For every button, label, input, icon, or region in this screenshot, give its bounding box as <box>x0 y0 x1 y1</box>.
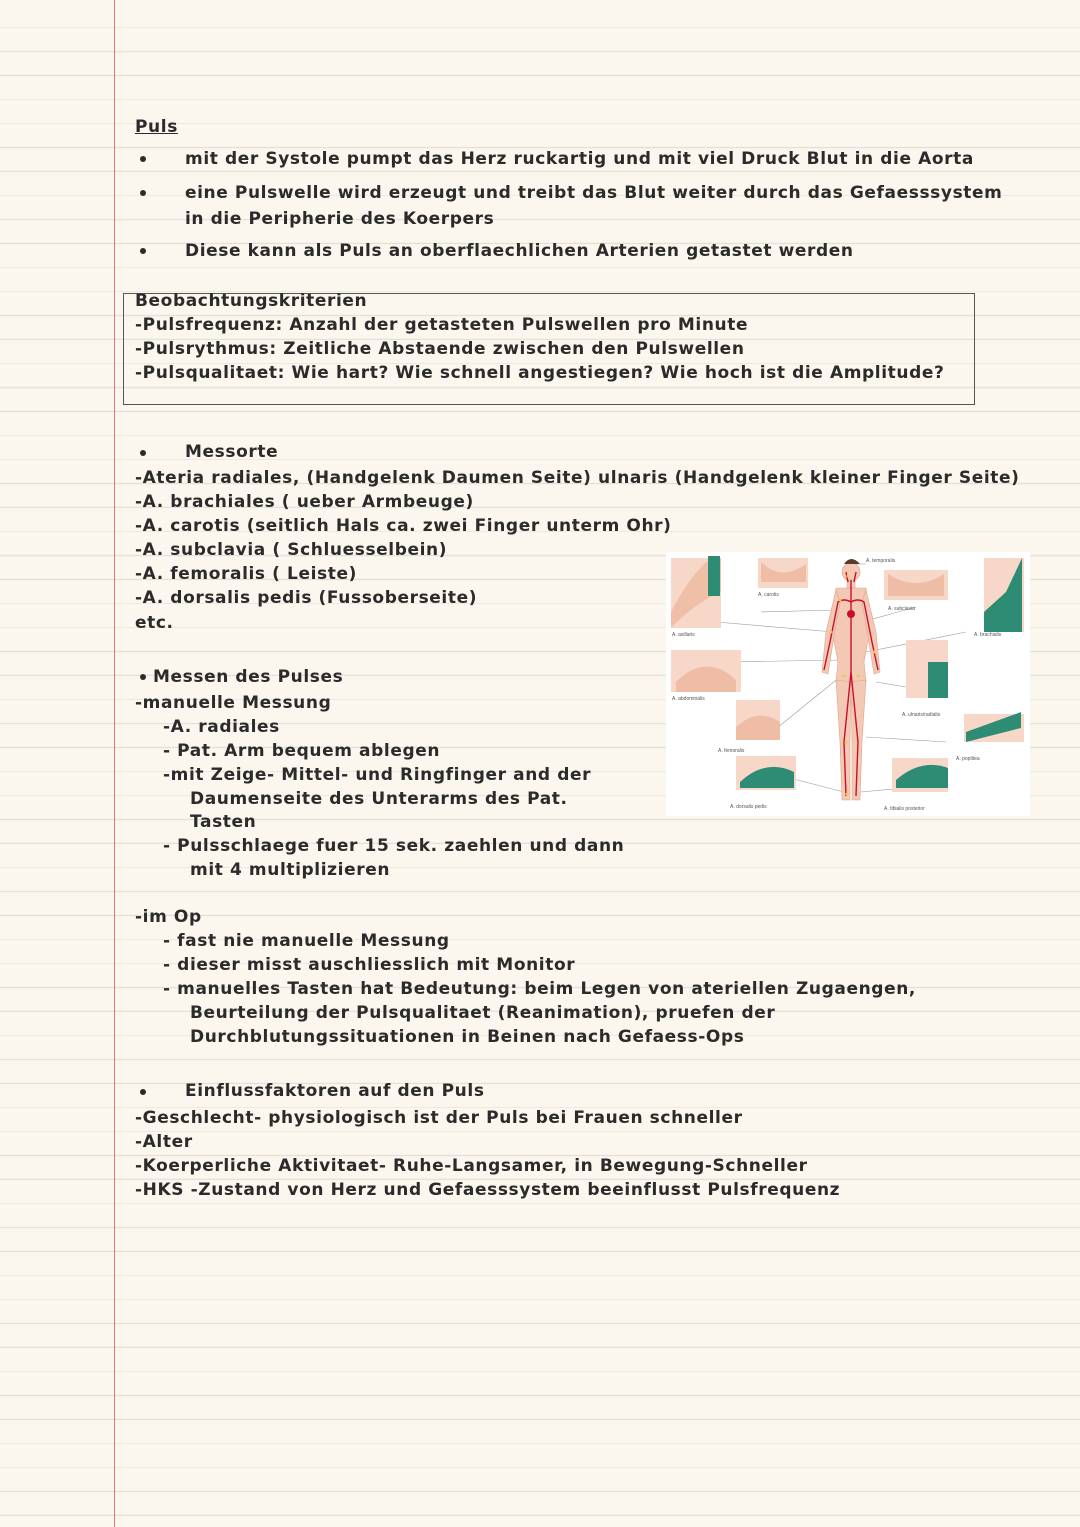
label-axillaris: A. axillaris <box>672 632 695 638</box>
bullet-icon <box>140 248 146 254</box>
label-subclavia: A. subclavia <box>888 606 915 612</box>
op-line-2: - fast nie manuelle Messung <box>163 931 450 951</box>
bullet-icon <box>140 674 146 680</box>
pulse-points-figure <box>666 552 1030 816</box>
label-poplitea: A. poplitea <box>956 756 980 762</box>
bullet-icon <box>140 1089 146 1095</box>
label-brachialis: A. brachialis <box>974 632 1002 638</box>
page-title: Puls <box>135 117 178 137</box>
label-abdominalis: A. abdominalis <box>672 696 705 702</box>
messen-line-7: - Pulsschlaege fuer 15 sek. zaehlen und dann <box>163 836 625 856</box>
intro-bullet-2-cont: in die Peripherie des Koerpers <box>185 209 495 229</box>
messen-line-6: Tasten <box>190 812 257 832</box>
bullet-icon <box>140 156 146 162</box>
messen-line-3: - Pat. Arm bequem ablegen <box>163 741 441 761</box>
einfluss-line-3: -Koerperliche Aktivitaet- Ruhe-Langsamer, in Bewegung-Schneller <box>135 1156 808 1176</box>
messorte-line-1: -Ateria radiales, (Handgelenk Daumen Seite) ulnaris (Handgelenk kleiner Finger Seite) <box>135 468 1020 488</box>
messorte-heading: Messorte <box>185 442 279 462</box>
messen-line-4: -mit Zeige- Mittel- und Ringfinger and der <box>163 765 592 785</box>
messorte-line-3: -A. carotis (seitlich Hals ca. zwei Finger unterm Ohr) <box>135 516 672 536</box>
intro-bullet-2: eine Pulswelle wird erzeugt und treibt das Blut weiter durch das Gefaesssystem <box>185 183 1003 203</box>
label-dorsalis-pedis: A. dorsalis pedis <box>730 804 767 810</box>
criteria-heading: Beobachtungskriterien <box>135 291 368 311</box>
op-line-4: - manuelles Tasten hat Bedeutung: beim Legen von ateriellen Zugaengen, <box>163 979 916 999</box>
label-tibialis-posterior: A. tibialis posterior <box>884 806 925 812</box>
bullet-icon <box>140 190 146 196</box>
einfluss-line-1: -Geschlecht- physiologisch ist der Puls bei Frauen schneller <box>135 1108 743 1128</box>
intro-bullet-1: mit der Systole pumpt das Herz ruckartig und mit viel Druck Blut in die Aorta <box>185 149 974 169</box>
label-temporalis: A. temporalis <box>866 558 896 564</box>
messen-heading: Messen des Pulses <box>153 667 344 687</box>
einfluss-line-4: -HKS -Zustand von Herz und Gefaesssystem beeinflusst Pulsfrequenz <box>135 1180 841 1200</box>
notebook-margin-line <box>114 0 115 1527</box>
criteria-line-2: -Pulsrythmus: Zeitliche Abstaende zwischen den Pulswellen <box>135 339 745 359</box>
label-ulnaris-radialis: A. ulnaris/radialis <box>902 712 941 718</box>
criteria-line-1: -Pulsfrequenz: Anzahl der getasteten Pulswellen pro Minute <box>135 315 749 335</box>
op-line-1: -im Op <box>135 907 202 927</box>
op-line-5: Beurteilung der Pulsqualitaet (Reanimation), pruefen der <box>190 1003 776 1023</box>
messen-line-2: -A. radiales <box>163 717 280 737</box>
messen-line-5: Daumenseite des Unterarms des Pat. <box>190 789 568 809</box>
einfluss-heading: Einflussfaktoren auf den Puls <box>185 1081 485 1101</box>
messorte-line-7: etc. <box>135 613 174 633</box>
label-carotis: A. carotis <box>758 592 779 598</box>
einfluss-line-2: -Alter <box>135 1132 193 1152</box>
criteria-line-3: -Pulsqualitaet: Wie hart? Wie schnell angestiegen? Wie hoch ist die Amplitude? <box>135 363 945 383</box>
messen-line-8: mit 4 multiplizieren <box>190 860 391 880</box>
messorte-line-5: -A. femoralis ( Leiste) <box>135 564 357 584</box>
bullet-icon <box>140 450 146 456</box>
op-line-6: Durchblutungssituationen in Beinen nach Gefaess-Ops <box>190 1027 745 1047</box>
messen-line-1: -manuelle Messung <box>135 693 332 713</box>
messorte-line-2: -A. brachiales ( ueber Armbeuge) <box>135 492 474 512</box>
pulse-points-illustration <box>666 552 1030 816</box>
label-femoralis: A. femoralis <box>718 748 745 754</box>
intro-bullet-3: Diese kann als Puls an oberflaechlichen Arterien getastet werden <box>185 241 854 261</box>
messorte-line-4: -A. subclavia ( Schluesselbein) <box>135 540 448 560</box>
op-line-3: - dieser misst auschliesslich mit Monitor <box>163 955 576 975</box>
messorte-line-6: -A. dorsalis pedis (Fussoberseite) <box>135 588 478 608</box>
